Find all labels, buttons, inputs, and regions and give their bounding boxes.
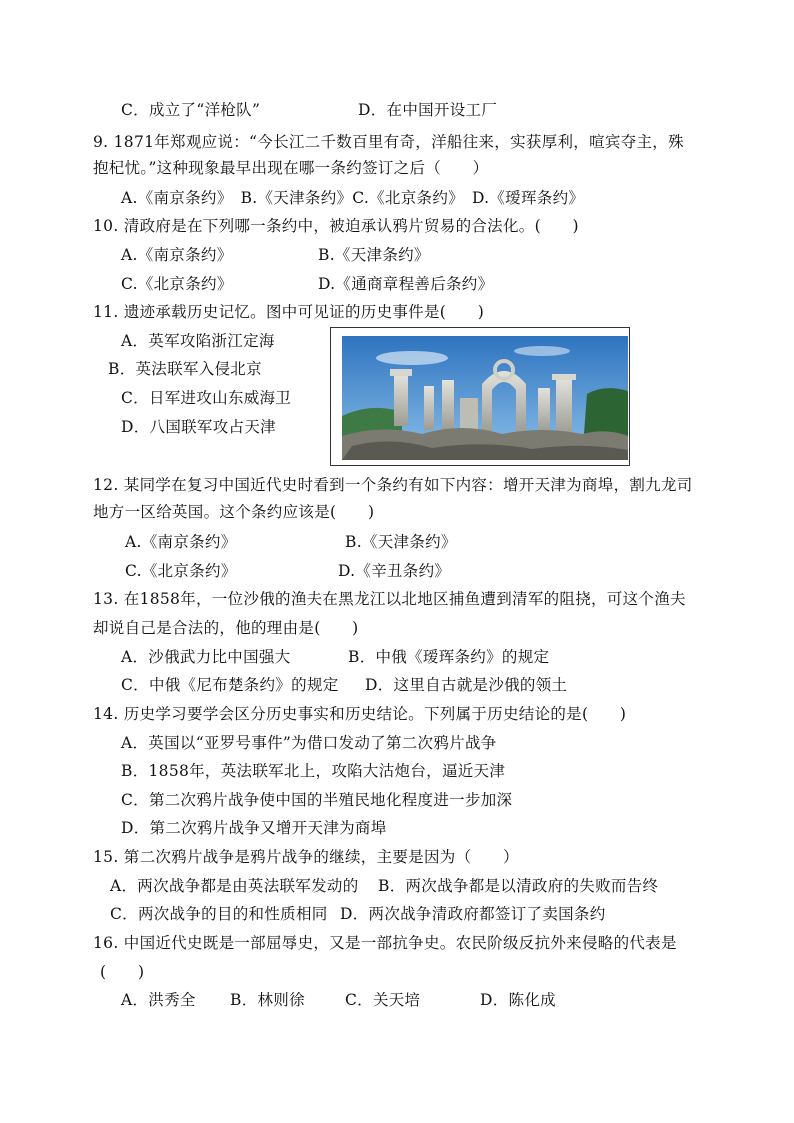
q8-option-c: C．成立了“洋枪队” (121, 101, 261, 119)
yuanmingyuan-ruins-photo (342, 336, 628, 460)
q13-option-c: C．中俄《尼布楚条约》的规定 (121, 676, 339, 694)
q8-option-d: D．在中国开设工厂 (358, 101, 498, 119)
q15-option-c: C．两次战争的目的和性质相同 (110, 905, 328, 923)
q16-option-a: A．洪秀全 (121, 991, 196, 1009)
q11-stem: 11. 遗迹承载历史记忆。图中可见证的历史事件是( ) (93, 303, 485, 321)
q11-option-b: B．英法联军入侵北京 (108, 360, 262, 378)
q10-option-c: C.《北京条约》 (121, 275, 233, 293)
q11-option-a: A．英军攻陷浙江定海 (121, 332, 275, 350)
q13-option-a: A．沙俄武力比中国强大 (121, 648, 291, 666)
q12-stem: 12. 某同学在复习中国近代史时看到一个条约有如下内容：增开天津为商埠，割九龙司 (93, 476, 693, 494)
q14-option-d: D．第二次鸦片战争又增开天津为商埠 (121, 819, 387, 837)
q16-option-c: C．关天培 (345, 991, 421, 1009)
q16-option-d: D．陈化成 (480, 991, 556, 1009)
q10-stem: 10. 清政府是在下列哪一条约中，被迫承认鸦片贸易的合法化。( ) (93, 217, 579, 235)
q15-stem: 15. 第二次鸦片战争是鸦片战争的继续，主要是因为（ ） (93, 848, 519, 866)
q13-option-d: D．这里自古就是沙俄的领土 (365, 676, 568, 694)
q13-stem-cont: 却说自己是合法的，他的理由是( ) (93, 619, 359, 637)
q16-stem-cont: ( ) (100, 963, 145, 981)
q14-option-a: A．英国以“亚罗号事件”为借口发动了第二次鸦片战争 (121, 734, 497, 752)
q13-option-b: B．中俄《瑷珲条约》的规定 (348, 648, 550, 666)
q12-option-d: D.《辛丑条约》 (338, 562, 451, 580)
q10-option-a: A.《南京条约》 (121, 246, 233, 264)
q11-option-d: D．八国联军攻占天津 (121, 418, 276, 436)
q12-option-b: B.《天津条约》 (345, 533, 457, 551)
q9-stem: 9. 1871年郑观应说：“今长江二千数百里有奇，洋船往来，实获厚利，喧宾夺主，殊 (93, 133, 684, 151)
q16-stem: 16. 中国近代史既是一部屈辱史，又是一部抗争史。农民阶级反抗外来侵略的代表是 (93, 934, 677, 952)
q10-option-b: B.《天津条约》 (318, 246, 430, 264)
q14-stem: 14. 历史学习要学会区分历史事实和历史结论。下列属于历史结论的是( ) (93, 705, 627, 723)
q10-option-d: D.《通商章程善后条约》 (318, 275, 494, 293)
q12-option-c: C.《北京条约》 (125, 562, 237, 580)
q9-stem-cont: 抱杞忧。”这种现象最早出现在哪一条约签订之后（ ） (93, 159, 489, 177)
q14-option-b: B．1858年，英法联军北上，攻陷大沽炮台，逼近天津 (121, 762, 506, 780)
q9-options: A.《南京条约》 B.《天津条约》C.《北京条约》 D.《瑷珲条约》 (121, 189, 585, 207)
q15-option-b: B．两次战争都是以清政府的失败而告终 (378, 877, 659, 895)
q15-option-d: D．两次战争清政府都签订了卖国条约 (340, 905, 606, 923)
q12-stem-cont: 地方一区给英国。这个条约应该是( ) (93, 503, 375, 521)
q13-stem: 13. 在1858年，一位沙俄的渔夫在黑龙江以北地区捕鱼遭到清军的阻挠，可这个渔夫 (93, 590, 686, 608)
q14-option-c: C．第二次鸦片战争使中国的半殖民地化程度进一步加深 (121, 791, 513, 809)
q15-option-a: A．两次战争都是由英法联军发动的 (110, 877, 359, 895)
q11-option-c: C．日军进攻山东威海卫 (121, 389, 292, 407)
ruins-photo-frame (330, 327, 630, 466)
q16-option-b: B．林则徐 (230, 991, 305, 1009)
q12-option-a: A.《南京条约》 (125, 533, 237, 551)
